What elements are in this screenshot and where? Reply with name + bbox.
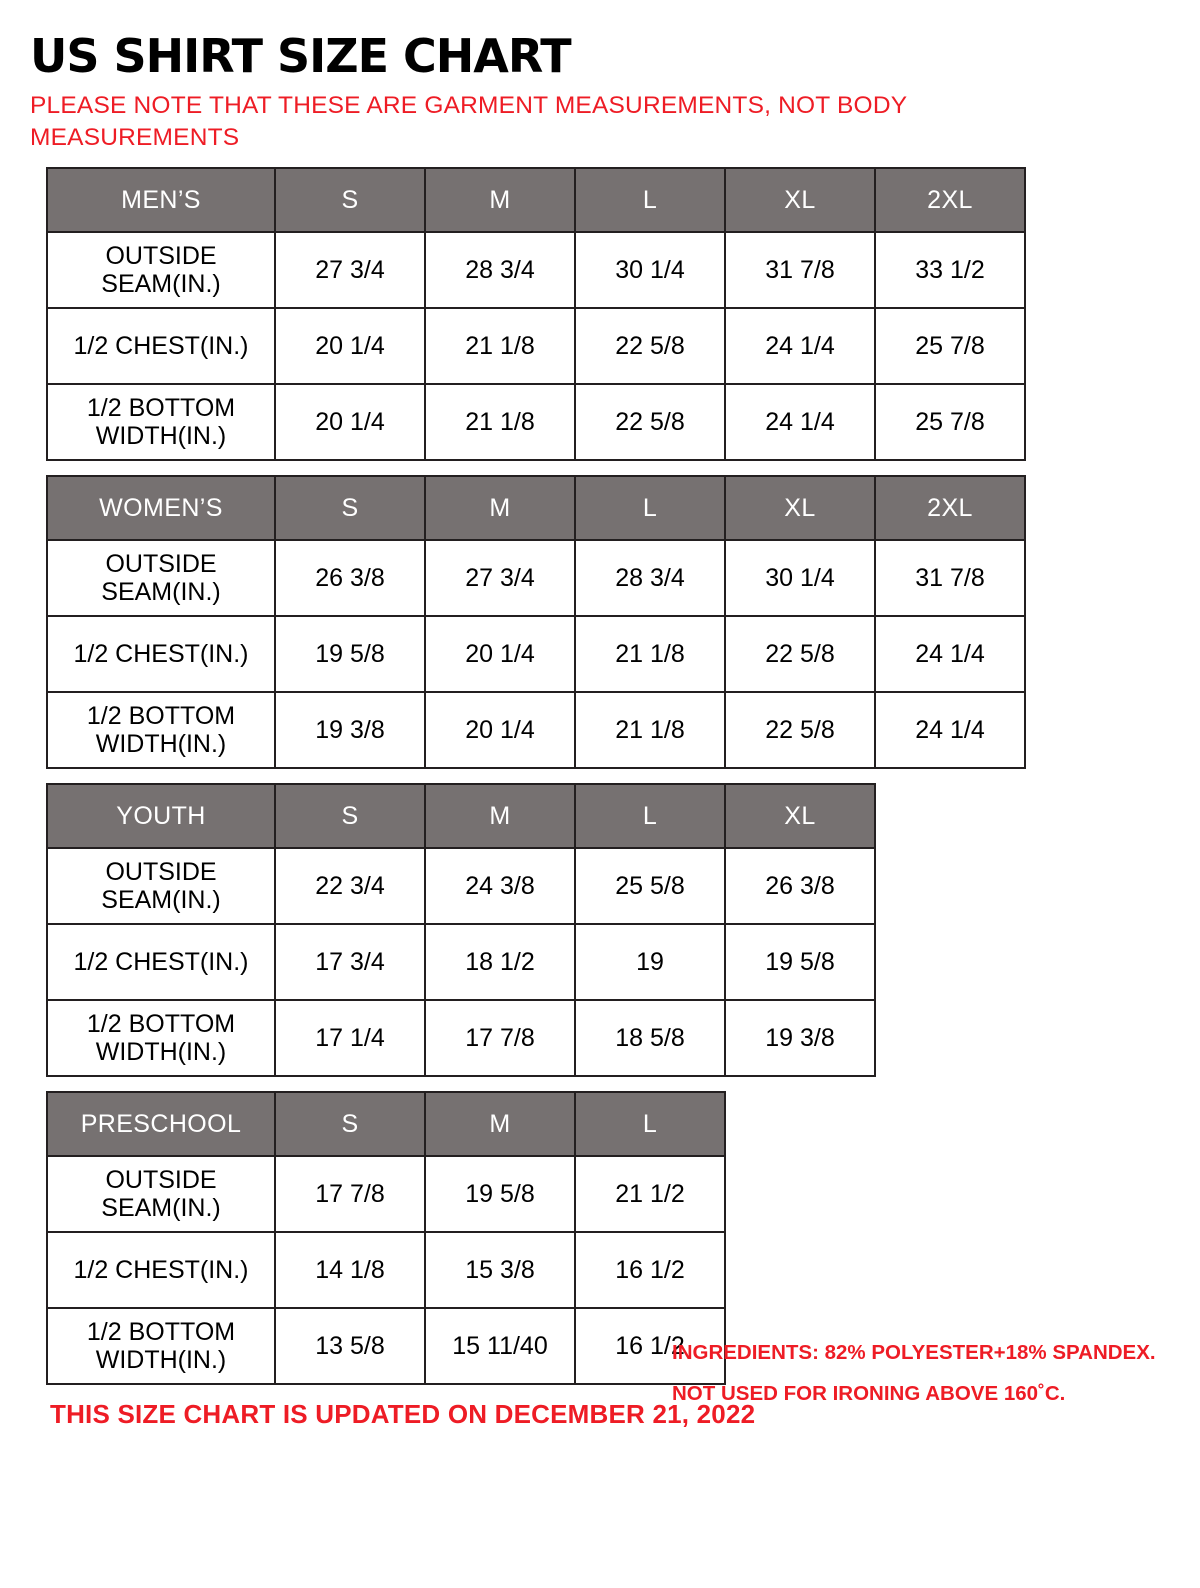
table-cell: 18 5/8: [575, 1000, 725, 1076]
table-row: [47, 1000, 875, 1076]
table-header-cell: YOUTH: [47, 784, 275, 848]
table-header-cell: XL: [725, 476, 875, 540]
row-label: 1/2 CHEST(IN.): [47, 924, 275, 1000]
table-header-cell: L: [575, 1092, 725, 1156]
table-cell: 25 5/8: [575, 848, 725, 924]
table-header-cell: M: [425, 168, 575, 232]
table-cell: 20 1/4: [275, 308, 425, 384]
table-cell: 19 3/8: [725, 1000, 875, 1076]
row-label: 1/2 CHEST(IN.): [47, 616, 275, 692]
table-preschool: [46, 1091, 726, 1385]
table-row: [47, 540, 1025, 616]
ingredients-line-1: INGREDIENTS: 82% POLYESTER+18% SPANDEX.: [672, 1341, 1156, 1364]
table-cell: 22 5/8: [725, 616, 875, 692]
table-cell: 13 5/8: [275, 1308, 425, 1384]
table-cell: 27 3/4: [425, 540, 575, 616]
row-label: 1/2 BOTTOM WIDTH(IN.): [47, 692, 275, 768]
table-header-row: [47, 784, 875, 848]
table-cell: 24 1/4: [725, 308, 875, 384]
table-cell: 21 1/8: [425, 384, 575, 460]
update-footer: THIS SIZE CHART IS UPDATED ON DECEMBER 21, 2022: [50, 1399, 756, 1430]
table-row: [47, 384, 1025, 460]
table-header-cell: S: [275, 168, 425, 232]
table-row: [47, 692, 1025, 768]
ingredients-note: [672, 1332, 1172, 1414]
table-header-cell: M: [425, 1092, 575, 1156]
table-row: [47, 616, 1025, 692]
table-cell: 17 7/8: [425, 1000, 575, 1076]
table-cell: 25 7/8: [875, 308, 1025, 384]
table-cell: 15 3/8: [425, 1232, 575, 1308]
row-label: 1/2 BOTTOM WIDTH(IN.): [47, 1308, 275, 1384]
table-cell: 19: [575, 924, 725, 1000]
table-cell: 27 3/4: [275, 232, 425, 308]
table-cell: 17 7/8: [275, 1156, 425, 1232]
table-cell: 24 3/8: [425, 848, 575, 924]
table-mens: [46, 167, 1026, 461]
table-header-row: [47, 476, 1025, 540]
row-label: 1/2 BOTTOM WIDTH(IN.): [47, 384, 275, 460]
table-cell: 16 1/2: [575, 1308, 725, 1384]
ingredients-line-2: NOT USED FOR IRONING ABOVE 160˚C.: [672, 1382, 1066, 1405]
table-cell: 28 3/4: [575, 540, 725, 616]
table-cell: 21 1/8: [575, 616, 725, 692]
row-label: OUTSIDE SEAM(IN.): [47, 232, 275, 308]
row-label: 1/2 CHEST(IN.): [47, 308, 275, 384]
table-cell: 28 3/4: [425, 232, 575, 308]
row-label: 1/2 CHEST(IN.): [47, 1232, 275, 1308]
table-header-cell: M: [425, 784, 575, 848]
table-cell: 21 1/8: [575, 692, 725, 768]
table-header-cell: XL: [725, 168, 875, 232]
table-cell: 14 1/8: [275, 1232, 425, 1308]
table-header-cell: L: [575, 784, 725, 848]
table-row: [47, 848, 875, 924]
table-header-cell: S: [275, 476, 425, 540]
table-cell: 19 5/8: [275, 616, 425, 692]
table-cell: 31 7/8: [875, 540, 1025, 616]
table-row: [47, 1308, 725, 1384]
table-cell: 17 1/4: [275, 1000, 425, 1076]
table-header-cell: L: [575, 476, 725, 540]
table-header-cell: WOMEN’S: [47, 476, 275, 540]
table-header-cell: M: [425, 476, 575, 540]
table-cell: 17 3/4: [275, 924, 425, 1000]
measurement-note: PLEASE NOTE THAT THESE ARE GARMENT MEASUREMENTS, NOT BODY MEASUREMENTS: [30, 92, 907, 151]
table-row: [47, 232, 1025, 308]
row-label: OUTSIDE SEAM(IN.): [47, 1156, 275, 1232]
table-cell: 18 1/2: [425, 924, 575, 1000]
table-cell: 33 1/2: [875, 232, 1025, 308]
table-header-cell: MEN’S: [47, 168, 275, 232]
table-cell: 19 3/8: [275, 692, 425, 768]
table-header-cell: XL: [725, 784, 875, 848]
table-cell: 15 11/40: [425, 1308, 575, 1384]
table-cell: 24 1/4: [875, 692, 1025, 768]
table-cell: 20 1/4: [425, 692, 575, 768]
table-cell: 21 1/2: [575, 1156, 725, 1232]
table-row: [47, 924, 875, 1000]
table-cell: 24 1/4: [875, 616, 1025, 692]
table-row: [47, 308, 1025, 384]
row-label: 1/2 BOTTOM WIDTH(IN.): [47, 1000, 275, 1076]
size-tables-container: [46, 167, 1176, 1385]
table-cell: 25 7/8: [875, 384, 1025, 460]
table-header-cell: PRESCHOOL: [47, 1092, 275, 1156]
table-cell: 22 5/8: [725, 692, 875, 768]
table-cell: 31 7/8: [725, 232, 875, 308]
table-row: [47, 1156, 725, 1232]
page-title: US SHIRT SIZE CHART: [30, 29, 571, 83]
table-cell: 20 1/4: [425, 616, 575, 692]
table-row: [47, 1232, 725, 1308]
table-youth: [46, 783, 876, 1077]
row-label: OUTSIDE SEAM(IN.): [47, 848, 275, 924]
table-cell: 19 5/8: [725, 924, 875, 1000]
table-header-cell: S: [275, 1092, 425, 1156]
table-cell: 16 1/2: [575, 1232, 725, 1308]
row-label: OUTSIDE SEAM(IN.): [47, 540, 275, 616]
table-womens: [46, 475, 1026, 769]
table-cell: 20 1/4: [275, 384, 425, 460]
table-header-cell: L: [575, 168, 725, 232]
table-cell: 22 5/8: [575, 308, 725, 384]
table-cell: 22 3/4: [275, 848, 425, 924]
table-cell: 21 1/8: [425, 308, 575, 384]
table-header-cell: 2XL: [875, 168, 1025, 232]
table-header-row: [47, 168, 1025, 232]
table-cell: 30 1/4: [575, 232, 725, 308]
table-header-cell: S: [275, 784, 425, 848]
table-cell: 26 3/8: [725, 848, 875, 924]
table-header-cell: 2XL: [875, 476, 1025, 540]
table-cell: 19 5/8: [425, 1156, 575, 1232]
table-header-row: [47, 1092, 725, 1156]
table-cell: 24 1/4: [725, 384, 875, 460]
table-cell: 26 3/8: [275, 540, 425, 616]
table-cell: 22 5/8: [575, 384, 725, 460]
table-cell: 30 1/4: [725, 540, 875, 616]
